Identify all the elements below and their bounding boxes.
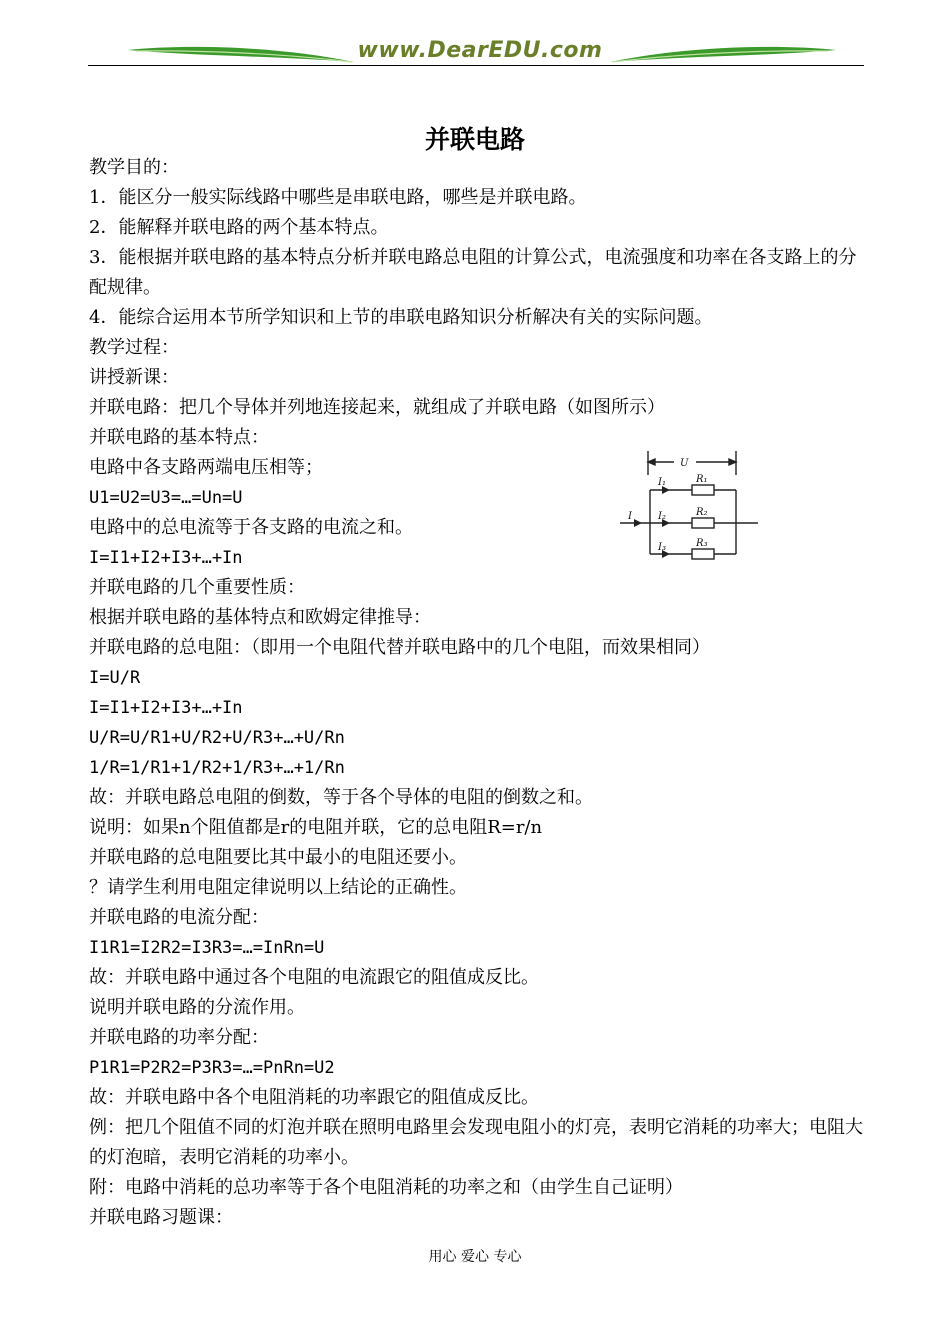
formula-line: U/R=U/R1+U/R2+U/R3+…+U/Rn <box>89 728 345 748</box>
branch-current-label: I₂ <box>658 511 666 522</box>
voltage-label: U <box>680 458 689 469</box>
resistor-label: R₂ <box>696 507 708 518</box>
text-line: 教学过程： <box>89 337 179 358</box>
text-line: 例：把几个阻值不同的灯泡并联在照明电路里会发现电阻小的灯亮，表明它消耗的功率大；电阻大的灯泡暗，表明它消耗的功率小。 <box>89 1117 863 1168</box>
page-header <box>88 38 864 70</box>
text-line: 3．能根据并联电路的基本特点分析并联电路总电阻的计算公式，电流强度和功率在各支路上的分配规律。 <box>89 247 857 298</box>
text-line: 并联电路的总电阻：（即用一个电阻代替并联电路中的几个电阻，而效果相同） <box>89 637 710 658</box>
text-line: ？请学生利用电阻定律说明以上结论的正确性。 <box>89 877 467 898</box>
text-line: 并联电路的电流分配： <box>89 907 269 928</box>
resistor-label: R₁ <box>696 474 708 485</box>
formula-line: 1/R=1/R1+1/R2+1/R3+…+1/Rn <box>89 758 345 778</box>
site-logo: www.DearEDU.com <box>357 38 603 63</box>
header-rule <box>88 65 864 66</box>
page-footer: 用心 爱心 专心 <box>428 1249 522 1265</box>
document-body <box>89 153 869 1233</box>
text-line: 故：并联电路中各个电阻消耗的功率跟它的阻值成反比。 <box>89 1087 539 1108</box>
text-line: 并联电路习题课： <box>89 1207 233 1228</box>
branch-current-label: I₁ <box>658 477 666 488</box>
formula-line: I=I1+I2+I3+…+In <box>89 548 243 568</box>
text-line: 说明并联电路的分流作用。 <box>89 997 305 1018</box>
text-line: 讲授新课： <box>89 367 179 388</box>
text-line: 故：并联电路总电阻的倒数，等于各个导体的电阻的倒数之和。 <box>89 787 593 808</box>
formula-line: I=I1+I2+I3+…+In <box>89 698 243 718</box>
text-line: 2．能解释并联电路的两个基本特点。 <box>89 217 389 238</box>
text-line: 根据并联电路的基体特点和欧姆定律推导： <box>89 607 431 628</box>
branch-current-label: I₃ <box>658 542 666 553</box>
text-line: 并联电路的基本特点： <box>89 427 269 448</box>
text-line: 并联电路的功率分配： <box>89 1027 269 1048</box>
text-line: 并联电路的几个重要性质： <box>89 577 305 598</box>
formula-line: I1R1=I2R2=I3R3=…=InRn=U <box>89 938 325 958</box>
formula-line: I=U/R <box>89 668 141 688</box>
formula-line: U1=U2=U3=…=Un=U <box>89 488 243 508</box>
formula-line: P1R1=P2R2=P3R3=…=PnRn=U2 <box>89 1058 335 1078</box>
text-line: 并联电路的总电阻要比其中最小的电阻还要小。 <box>89 847 467 868</box>
resistor-label: R₃ <box>696 538 708 549</box>
text-line: 故：并联电路中通过各个电阻的电流跟它的阻值成反比。 <box>89 967 539 988</box>
page-title: 并联电路 <box>424 125 525 154</box>
text-line: 1．能区分一般实际线路中哪些是串联电路，哪些是并联电路。 <box>89 187 587 208</box>
text-line: 电路中的总电流等于各支路的电流之和。 <box>89 517 413 538</box>
text-line: 并联电路：把几个导体并列地连接起来，就组成了并联电路（如图所示） <box>89 397 665 418</box>
text-line: 教学目的： <box>89 157 179 178</box>
total-current-label: I <box>628 511 632 522</box>
text-line: 电路中各支路两端电压相等； <box>89 457 323 478</box>
text-line: 4．能综合运用本节所学知识和上节的串联电路知识分析解决有关的实际问题。 <box>89 307 713 328</box>
parallel-circuit-diagram <box>620 445 770 580</box>
text-line: 附：电路中消耗的总功率等于各个电阻消耗的功率之和（由学生自己证明） <box>89 1177 683 1198</box>
text-line: 说明：如果n个阻值都是r的电阻并联，它的总电阻R=r/n <box>89 817 543 838</box>
